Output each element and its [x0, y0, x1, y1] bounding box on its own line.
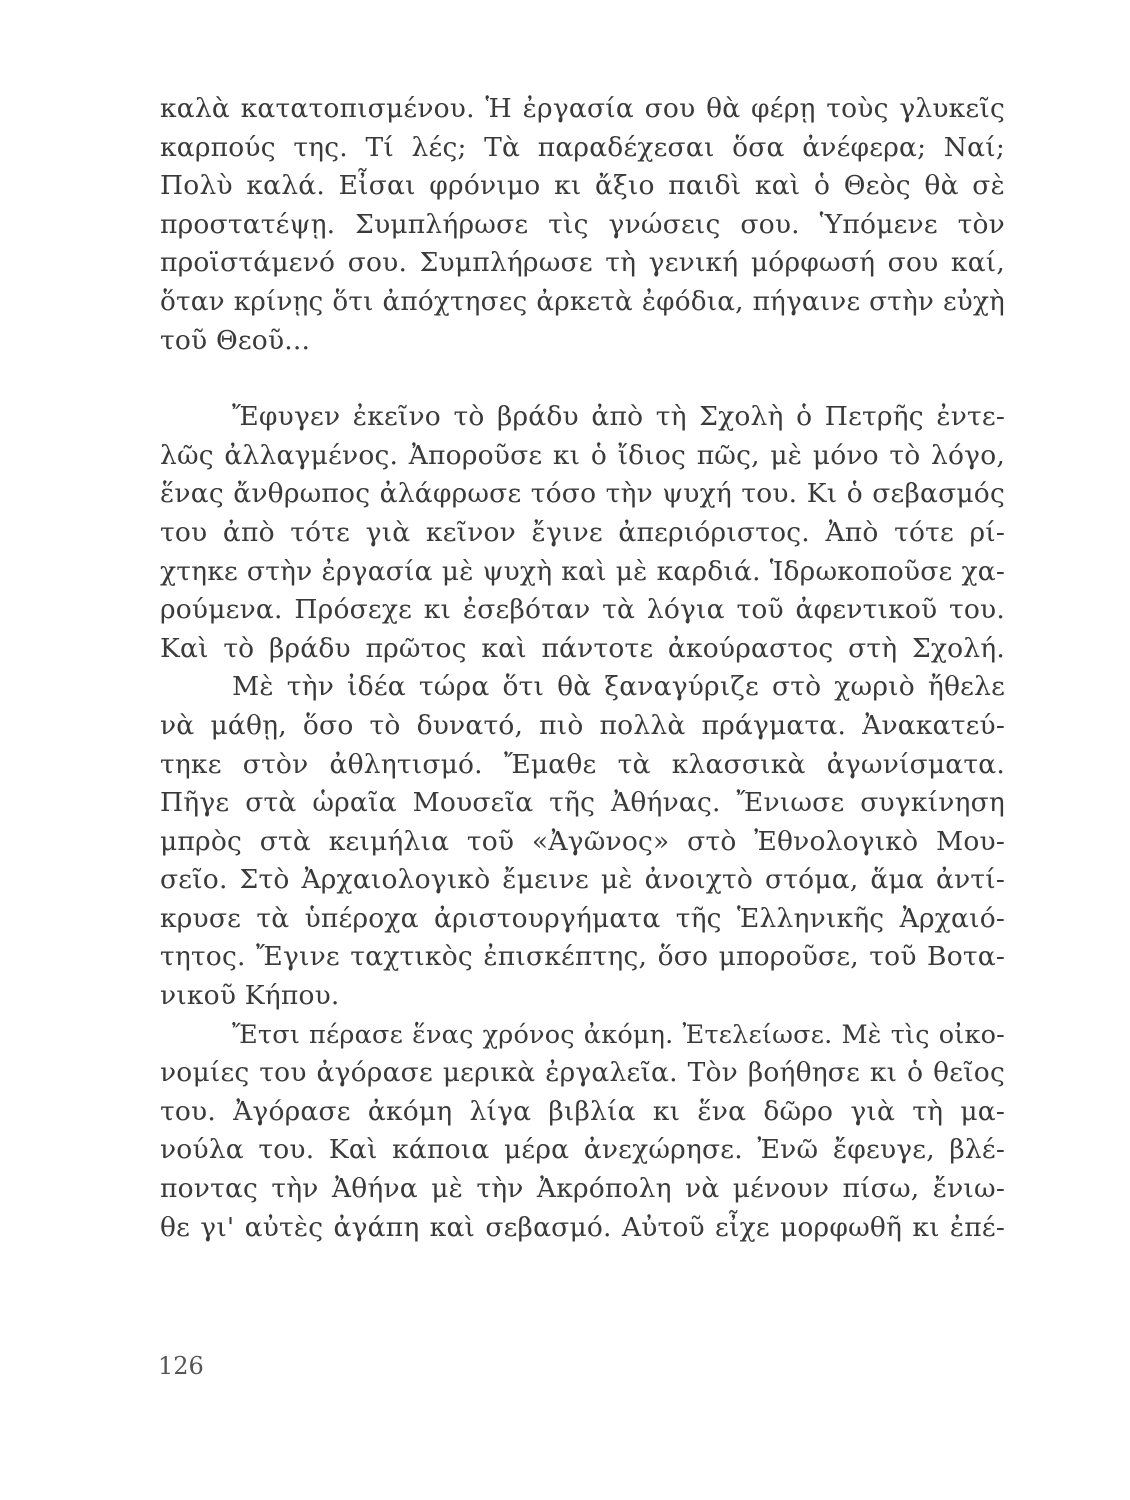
text-line: κρυσε τὰ ὑπέροχα ἀριστουργήματα τῆς Ἑλληνικῆς Ἀρχαιό- [160, 902, 1005, 934]
text-line: νούλα του. Καὶ κάποια μέρα ἀνεχώρησε. Ἐνῶ ἔφευγε, βλέ- [160, 1134, 1005, 1166]
text-line: Πῆγε στὰ ὡραῖα Μουσεῖα τῆς Ἀθήνας. Ἔνιωσε συγκίνηση [160, 787, 1005, 819]
paragraph-2 [160, 398, 1005, 668]
text-line: νικοῦ Κήπου. [160, 980, 340, 1012]
text-line: νὰ μάθῃ, ὅσο τὸ δυνατό, πιὸ πολλὰ πράγματα. Ἀνακατεύ- [160, 709, 1005, 741]
text-line: ποντας τὴν Ἀθήνα μὲ τὴν Ἀκρόπολη νὰ μένουν πίσω, ἔνιω- [160, 1173, 1005, 1205]
text-line: Ἔφυγεν ἐκεῖνο τὸ βράδυ ἀπὸ τὴ Σχολὴ ὁ Πετρῆς ἐντε- [232, 401, 1005, 433]
text-line: Ἔτσι πέρασε ἕνας χρόνος ἀκόμη. Ἐτελείωσε. Μὲ τὶς οἰκο- [232, 1019, 1005, 1050]
text-line: ρούμενα. Πρόσεχε κι ἐσεβόταν τὰ λόγια τοῦ ἀφεντικοῦ του. [160, 594, 1005, 626]
text-line: μπρὸς στὰ κειμήλια τοῦ «Ἀγῶνος» στὸ Ἐθνολογικὸ Μου- [160, 825, 1005, 857]
text-line: ἕνας ἄνθρωπος ἀλάφρωσε τόσο τὴν ψυχή του. Κι ὁ σεβασμός [160, 478, 1005, 510]
text-line: προϊστάμενό σου. Συμπλήρωσε τὴ γενική μόρφωσή σου καί, [160, 247, 1005, 279]
page-body [160, 90, 1005, 1247]
text-line: Πολὺ καλά. Εἶσαι φρόνιμο κι ἄξιο παιδὶ καὶ ὁ Θεὸς θὰ σὲ [160, 170, 1005, 202]
paragraph-3 [160, 668, 1005, 1015]
text-line: τοῦ Θεοῦ... [160, 324, 311, 356]
text-line: του ἀπὸ τότε γιὰ κεῖνον ἔγινε ἀπεριόριστος. Ἀπὸ τότε ρί- [160, 516, 1005, 548]
text-line: τητος. Ἔγινε ταχτικὸς ἐπισκέπτης, ὅσο μποροῦσε, τοῦ Βοτα- [160, 941, 1005, 973]
text-line: Καὶ τὸ βράδυ πρῶτος καὶ πάντοτε ἀκούραστος στὴ Σχολή. [160, 632, 1005, 664]
text-line: λῶς ἀλλαγμένος. Ἀποροῦσε κι ὁ ἴδιος πῶς, μὲ μόνο τὸ λόγο, [160, 439, 1005, 471]
text-line: του. Ἀγόρασε ἀκόμη λίγα βιβλία κι ἕνα δῶρο γιὰ τὴ μα- [160, 1095, 1005, 1127]
text-line: χτηκε στὴν ἐργασία μὲ ψυχὴ καὶ μὲ καρδιά. Ἱδρωκοποῦσε χα- [160, 555, 1005, 587]
text-line: θε γι' αὐτὲς ἀγάπη καὶ σεβασμό. Αὐτοῦ εἶχε μορφωθῆ κι ἐπέ- [160, 1211, 1005, 1243]
paragraph-4 [160, 1016, 1005, 1248]
section-break [160, 360, 1005, 398]
text-line: ὅταν κρίνῃς ὅτι ἀπόχτησες ἀρκετὰ ἐφόδια, πήγαινε στὴν εὐχὴ [160, 286, 1005, 317]
text-line: καρπούς της. Τί λές; Τὰ παραδέχεσαι ὅσα ἀνέφερα; Ναί; [160, 131, 1005, 163]
page-number: 126 [158, 1352, 204, 1380]
text-line: νομίες του ἀγόρασε μερικὰ ἐργαλεῖα. Τὸν βοήθησε κι ὁ θεῖος [160, 1057, 1005, 1089]
text-line: προστατέψῃ. Συμπλήρωσε τὶς γνώσεις σου. Ὑπόμενε τὸν [160, 208, 1005, 240]
text-line: Μὲ τὴν ἰδέα τώρα ὅτι θὰ ξαναγύριζε στὸ χωριὸ ἤθελε [232, 671, 1005, 703]
paragraph-1 [160, 90, 1005, 360]
text-line: καλὰ κατατοπισμένου. Ἡ ἐργασία σου θὰ φέρῃ τοὺς γλυκεῖς [160, 93, 1005, 124]
text-line: σεῖο. Στὸ Ἀρχαιολογικὸ ἔμεινε μὲ ἀνοιχτὸ στόμα, ἅμα ἀντί- [160, 864, 1005, 896]
text-line: τηκε στὸν ἀθλητισμό. Ἔμαθε τὰ κλασσικὰ ἀγωνίσματα. [160, 748, 1005, 780]
